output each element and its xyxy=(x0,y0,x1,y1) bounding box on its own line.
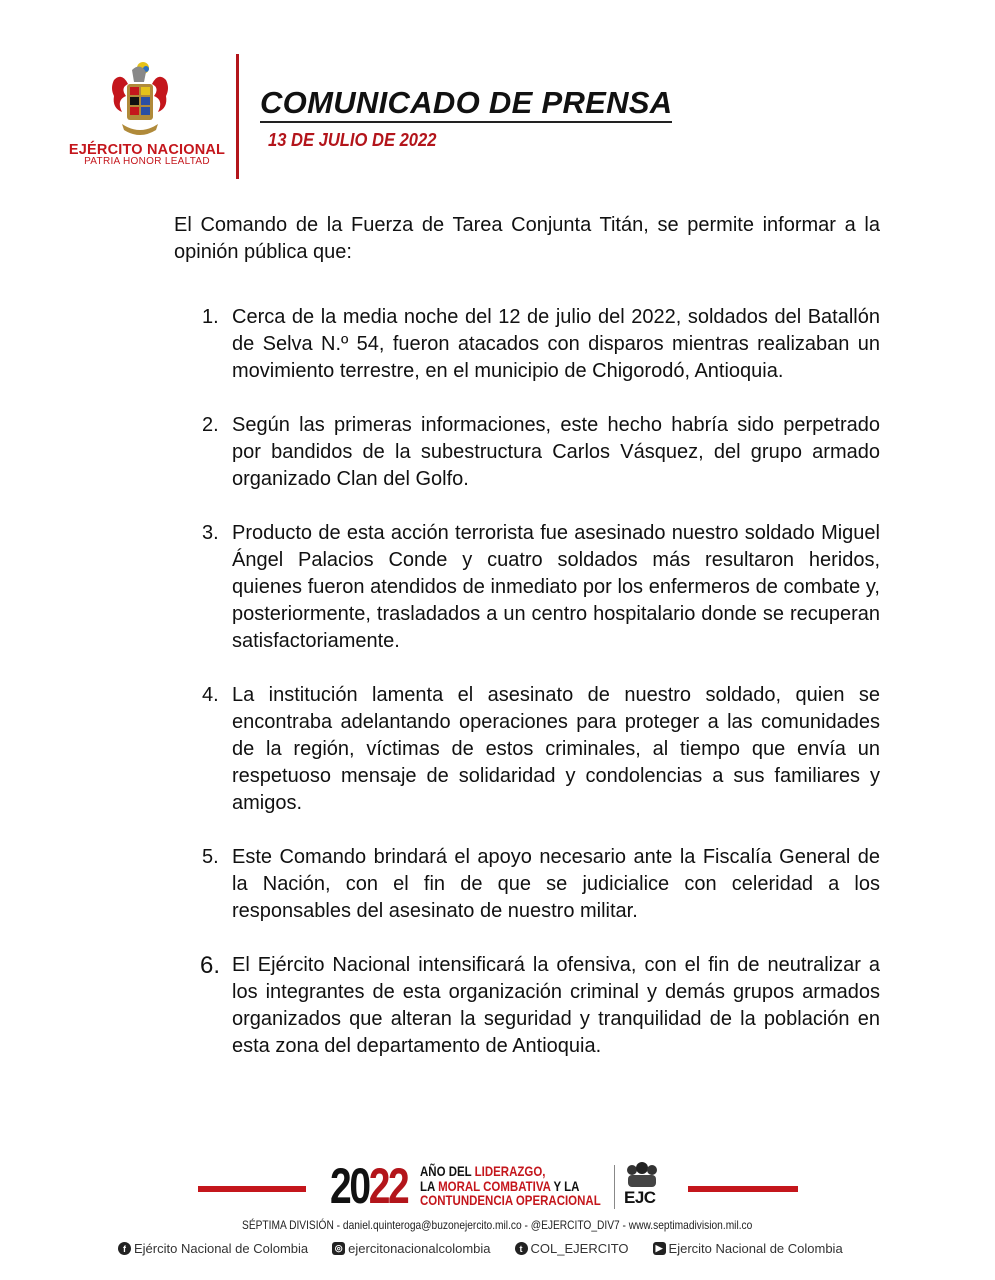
footer-separator xyxy=(614,1165,615,1209)
social-link-instagram[interactable] xyxy=(332,1241,490,1256)
social-link-youtube[interactable] xyxy=(653,1241,843,1256)
footer-slogan xyxy=(420,1164,601,1208)
twitter-icon: t xyxy=(515,1242,528,1255)
list-item xyxy=(174,304,880,385)
item-number: 1. xyxy=(202,306,219,328)
social-link-twitter[interactable] xyxy=(515,1241,629,1256)
slogan-text: LA xyxy=(420,1177,439,1194)
item-number: 5. xyxy=(202,846,219,868)
contact-text: SÉPTIMA DIVISIÓN - daniel.quinteroga@buzonejercito.mil.co - @EJERCITO_DIV7 - www.septimadivision.mil.co xyxy=(242,1218,753,1232)
slogan-text-red: LIDERAZGO, xyxy=(474,1163,546,1179)
social-label: Ejército Nacional de Colombia xyxy=(134,1241,309,1256)
slogan-text: Y LA xyxy=(550,1177,580,1194)
social-label: Ejercito Nacional de Colombia xyxy=(668,1241,843,1256)
year-part-red: 22 xyxy=(368,1158,408,1214)
item-text: Según las primeras informaciones, este hecho habría sido perpetrado por bandidos de la subestructura Carlos Vásquez, del grupo armado organizado Clan del Golfo. xyxy=(232,414,880,490)
slogan-text-red: CONTUNDENCIA OPERACIONAL xyxy=(420,1192,601,1208)
footer-red-bar-right xyxy=(688,1186,798,1192)
list-item xyxy=(174,520,880,655)
press-release-body xyxy=(174,212,880,1060)
social-label: ejercitonacionalcolombia xyxy=(348,1241,491,1256)
item-number: 4. xyxy=(202,684,219,706)
social-links xyxy=(118,1241,843,1256)
item-number: 6. xyxy=(200,952,221,979)
year-part-black: 20 xyxy=(330,1158,369,1214)
item-text: Este Comando brindará el apoyo necesario ante la Fiscalía General de la Nación, con el fin de que se judicialice con celeridad a los responsables del asesinato de nuestro militar. xyxy=(232,846,880,922)
document-date: 13 DE JULIO DE 2022 xyxy=(268,130,437,150)
org-motto: PATRIA HONOR LEALTAD xyxy=(84,156,210,167)
item-number: 3. xyxy=(202,522,219,544)
item-text: La institución lamenta el asesinato de nuestro soldado, quien se encontraba adelantando operaciones para proteger a las comunidades de la región, víctimas de estos criminales, al tiempo que envía un respetuoso mensaje de solidaridad y condolencias a sus familiares y amigos. xyxy=(232,684,880,814)
list-item xyxy=(174,952,880,1060)
slogan-text-red: MORAL COMBATIVA xyxy=(438,1177,551,1194)
page-title: COMUNICADO DE PRENSA xyxy=(260,85,672,123)
youtube-icon: ▶ xyxy=(653,1242,666,1255)
item-text: El Ejército Nacional intensificará la ofensiva, con el fin de neutralizar a los integrantes de esta organización criminal y demás grupos armados organizados que alteran la seguridad y tranquilidad de la población en esta zona del departamento de Antioquia. xyxy=(232,954,880,1057)
item-text: Cerca de la media noche del 12 de julio del 2022, soldados del Batallón de Selva N.º 54, fueron atacados con disparos mientras realizaban un movimiento terrestre, en el municipio de Chigorodó, Antioquia. xyxy=(232,306,880,382)
header-divider xyxy=(236,54,239,179)
points-list xyxy=(174,304,880,1060)
footer-year xyxy=(330,1158,407,1214)
item-text: Producto de esta acción terrorista fue asesinado nuestro soldado Miguel Ángel Palacios Conde y cuatro soldados más resultaron heridos, quienes fueron atendidos de inmediato por los enfermeros de combate y, posteriormente, trasladados a un centro hospitalario donde se recuperan satisfactoriamente. xyxy=(232,522,880,652)
list-item xyxy=(174,682,880,817)
list-item xyxy=(174,844,880,925)
slogan-text: AÑO DEL xyxy=(420,1163,475,1179)
org-name: EJÉRCITO NACIONAL xyxy=(68,142,226,158)
social-link-facebook[interactable] xyxy=(118,1241,308,1256)
item-number: 2. xyxy=(202,414,219,436)
social-label: COL_EJERCITO xyxy=(530,1241,629,1256)
instagram-icon: ◎ xyxy=(332,1242,345,1255)
ejc-label: EJC xyxy=(624,1188,656,1207)
footer-red-bar-left xyxy=(198,1186,306,1192)
contact-line xyxy=(0,1218,995,1232)
facebook-icon: f xyxy=(118,1242,131,1255)
letterhead xyxy=(0,0,995,190)
coat-of-arms-icon xyxy=(110,60,170,140)
list-item xyxy=(174,412,880,493)
intro-paragraph: El Comando de la Fuerza de Tarea Conjunta Titán, se permite informar a la opinión pública que: xyxy=(174,214,880,263)
